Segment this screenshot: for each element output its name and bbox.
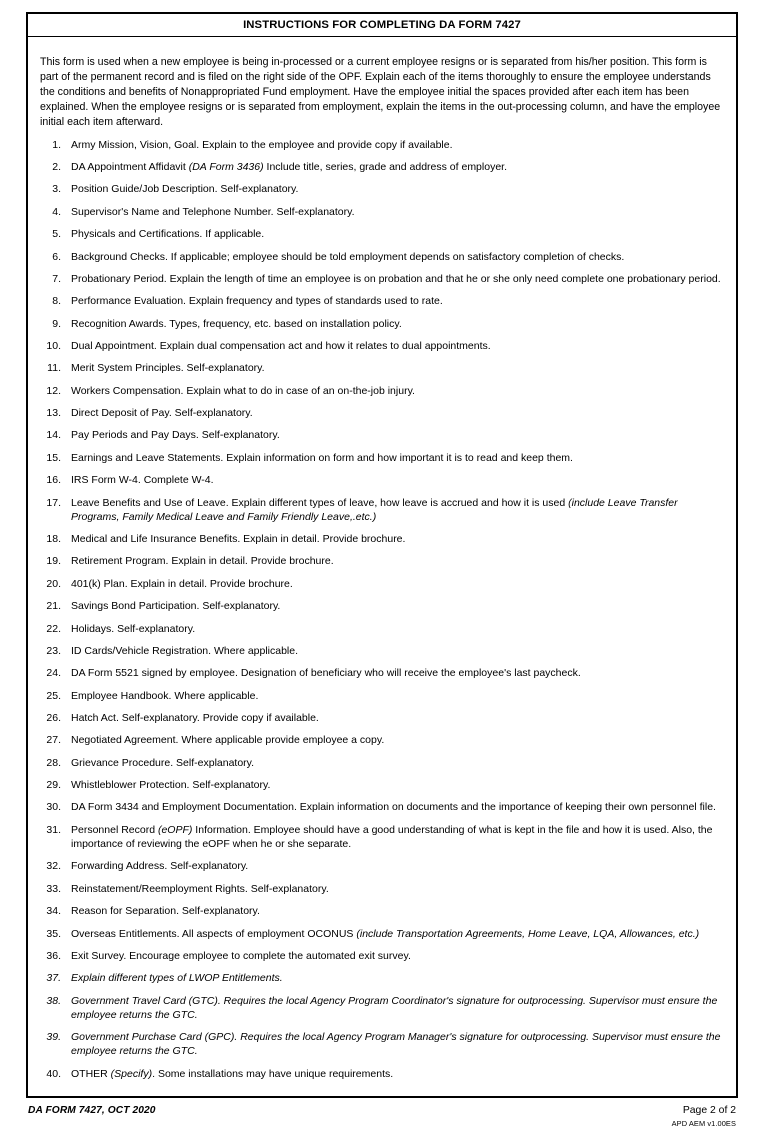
- instruction-item-text: IRS Form W-4. Complete W-4.: [71, 474, 214, 487]
- instruction-item-text: Pay Periods and Pay Days. Self-explanatory.: [71, 429, 280, 442]
- instruction-item: [37, 778, 727, 792]
- instruction-item: [37, 406, 727, 420]
- instruction-item: [37, 428, 727, 442]
- instruction-item: [37, 949, 727, 963]
- page-title: INSTRUCTIONS FOR COMPLETING DA FORM 7427: [28, 14, 736, 37]
- instruction-item-number: 37.: [46, 972, 61, 985]
- instruction-item-number: 4.: [52, 205, 61, 218]
- instruction-item: [37, 160, 727, 174]
- instruction-item-text: DA Form 5521 signed by employee. Designation of beneficiary who will receive the employee's last paycheck.: [71, 667, 581, 680]
- instruction-item-number: 5.: [52, 228, 61, 241]
- instruction-item-text: Reinstatement/Reemployment Rights. Self-explanatory.: [71, 882, 329, 895]
- instruction-item-text: Grievance Procedure. Self-explanatory.: [71, 756, 255, 769]
- instruction-item-text: Background Checks. If applicable; employee should be told employment depends on satisfactory completion of checks.: [71, 250, 625, 263]
- instruction-item-text: Position Guide/Job Description. Self-explanatory.: [71, 183, 299, 196]
- instruction-item-text: Probationary Period. Explain the length of time an employee is on probation and that he or she only need complete one probationary period.: [71, 272, 721, 285]
- instruction-item-number: 35.: [46, 927, 61, 940]
- instruction-item-number: 26.: [46, 712, 61, 724]
- instruction-item-list: [37, 138, 727, 1081]
- instruction-item-text: Explain different types of LWOP Entitlements.: [71, 972, 283, 985]
- instruction-item-number: 15.: [46, 451, 61, 464]
- instruction-item-number: 28.: [46, 756, 61, 769]
- instruction-item-text: Physicals and Certifications. If applicable.: [71, 228, 265, 241]
- instruction-item: [37, 227, 727, 241]
- instruction-item-number: 6.: [52, 250, 61, 263]
- instruction-item-number: 12.: [46, 384, 61, 397]
- instruction-item-text: Reason for Separation. Self-explanatory.: [71, 905, 260, 918]
- instruction-item-number: 2.: [52, 161, 61, 174]
- form-instructions-box: [26, 12, 738, 1098]
- instruction-item-number: 32.: [46, 860, 61, 873]
- instruction-item-text: 401(k) Plan. Explain in detail. Provide brochure.: [71, 577, 293, 590]
- instruction-item-text: Army Mission, Vision, Goal. Explain to the employee and provide copy if available.: [71, 138, 453, 151]
- instruction-item: [37, 577, 727, 591]
- instruction-item: [37, 182, 727, 196]
- instruction-item: [37, 138, 727, 152]
- instruction-item-number: 18.: [46, 533, 61, 546]
- instruction-item-text: Merit System Principles. Self-explanatory.: [71, 362, 265, 375]
- instruction-item: [37, 733, 727, 747]
- instruction-item-text: Savings Bond Participation. Self-explanatory.: [71, 600, 281, 613]
- instruction-item-text: Government Purchase Card (GPC). Requires the local Agency Program Manager's signature for outprocessing. Supervisor must ensure the employee returns the GTC.: [71, 1031, 721, 1058]
- instruction-item-number: 9.: [52, 317, 61, 330]
- instruction-item-number: 23.: [46, 644, 61, 657]
- instruction-item-number: 31.: [46, 823, 61, 836]
- instruction-item-text: DA Form 3434 and Employment Documentation. Explain information on documents and the importance of keeping their own personnel file.: [71, 801, 716, 814]
- instruction-item-text: Performance Evaluation. Explain frequency and types of standards used to rate.: [71, 295, 443, 308]
- instruction-item-text: Dual Appointment. Explain dual compensation act and how it relates to dual appointments.: [71, 339, 491, 352]
- intro-paragraph: This form is used when a new employee is being in-processed or a current employee resigns or is separated from his/her position. This form is part of the permanent record and is filed on the right side of the OPF. Explain each of the items thoroughly to ensure the employee understands the conditions and benefits of Nonappropriated Fund employment. Have the employee initial the spaces provided after each item has been explained. When the employee resigns or is separated from employment, explain the items in the out-processing column, and have the employee initial each item afterward.: [40, 55, 721, 128]
- instruction-item-number: 27.: [46, 734, 61, 747]
- instruction-item: [37, 599, 727, 613]
- instruction-item-number: 34.: [46, 905, 61, 918]
- instruction-item-number: 16.: [46, 474, 61, 487]
- instruction-item: [37, 644, 727, 658]
- instruction-item: [37, 859, 727, 873]
- instruction-item-text: Personnel Record (eOPF) Information. Employee should have a good understanding of what is kept in the file and how it is used. Also, the importance of reviewing the eOPF when he or she separate.: [71, 823, 713, 851]
- instruction-item-number: 22.: [46, 622, 61, 635]
- instruction-item: [37, 971, 727, 985]
- instruction-item: [37, 384, 727, 398]
- instruction-item: [37, 882, 727, 896]
- instruction-item-text: DA Appointment Affidavit (DA Form 3436) Include title, series, grade and address of employer.: [71, 161, 507, 174]
- instruction-item-text: Recognition Awards. Types, frequency, etc. based on installation policy.: [71, 317, 402, 330]
- instruction-item: [37, 250, 727, 264]
- instruction-item-number: 14.: [46, 429, 61, 442]
- instruction-item-number: 13.: [46, 407, 61, 420]
- instruction-item: [37, 317, 727, 331]
- instruction-item-text: Hatch Act. Self-explanatory. Provide copy if available.: [71, 712, 319, 724]
- instruction-item: [37, 711, 727, 725]
- instruction-item-text: Earnings and Leave Statements. Explain information on form and how important it is to read and keep them.: [71, 451, 573, 464]
- instruction-item-number: 1.: [52, 138, 61, 151]
- instruction-item-number: 29.: [46, 779, 61, 792]
- form-identifier: DA FORM 7427, OCT 2020: [28, 1105, 156, 1117]
- instruction-item-text: Government Travel Card (GTC). Requires the local Agency Program Coordinator's signature for outprocessing. Supervisor must ensure the employee returns the GTC.: [71, 994, 718, 1021]
- instruction-item-number: 8.: [52, 295, 61, 308]
- apd-version-label: APD AEM v1.00ES: [671, 1119, 736, 1129]
- instruction-item-text: OTHER (Specify). Some installations may have unique requirements.: [71, 1067, 394, 1080]
- instruction-item-text: Holidays. Self-explanatory.: [71, 622, 196, 635]
- instruction-item-number: 24.: [46, 667, 61, 680]
- instruction-item: [37, 689, 727, 703]
- instruction-item: [37, 496, 727, 525]
- instruction-item: [37, 1067, 727, 1081]
- instruction-item: [37, 756, 727, 770]
- instruction-item: [37, 205, 727, 219]
- instruction-item-text: Forwarding Address. Self-explanatory.: [71, 860, 249, 873]
- instruction-item: [37, 1030, 727, 1059]
- instruction-item-text: Leave Benefits and Use of Leave. Explain different types of leave, how leave is accrued and how it is used (include Leave Transfer Programs, Family Medical Leave and Family Friendly Leave,.etc.): [71, 496, 678, 523]
- instruction-item: [37, 800, 727, 814]
- instruction-item: [37, 554, 727, 568]
- instruction-item-number: 39.: [46, 1031, 61, 1044]
- instruction-item-text: Negotiated Agreement. Where applicable provide employee a copy.: [71, 734, 385, 747]
- instruction-item-number: 38.: [46, 994, 61, 1007]
- instruction-item-number: 33.: [46, 882, 61, 895]
- instruction-item: [37, 927, 727, 941]
- instruction-item-number: 3.: [52, 183, 61, 196]
- instruction-item-text: Exit Survey. Encourage employee to complete the automated exit survey.: [71, 949, 411, 962]
- instruction-item-number: 10.: [46, 339, 61, 352]
- instruction-item: [37, 666, 727, 680]
- instruction-item-text: Overseas Entitlements. All aspects of employment OCONUS (include Transportation Agreements, Home Leave, LQA, Allowances, etc.): [71, 927, 700, 940]
- instruction-item-text: Direct Deposit of Pay. Self-explanatory.: [71, 407, 253, 420]
- instruction-item: [37, 272, 727, 286]
- page-footer: [26, 1105, 738, 1141]
- instruction-item-number: 21.: [46, 600, 61, 613]
- instruction-item: [37, 904, 727, 918]
- instruction-item-text: Workers Compensation. Explain what to do in case of an on-the-job injury.: [71, 384, 415, 397]
- page-number: Page 2 of 2: [682, 1105, 736, 1117]
- instruction-item-number: 40.: [46, 1067, 61, 1080]
- instruction-item-text: Medical and Life Insurance Benefits. Explain in detail. Provide brochure.: [71, 533, 406, 546]
- instruction-item-number: 19.: [46, 555, 61, 568]
- instruction-item: [37, 294, 727, 308]
- instruction-item: [37, 994, 727, 1023]
- instruction-item-number: 30.: [46, 801, 61, 814]
- instruction-item-text: Employee Handbook. Where applicable.: [71, 689, 259, 702]
- instruction-item: [37, 473, 727, 487]
- instruction-item: [37, 622, 727, 636]
- instruction-item-number: 7.: [52, 272, 61, 285]
- instruction-item: [37, 823, 727, 852]
- instruction-item: [37, 361, 727, 375]
- instruction-item: [37, 339, 727, 353]
- instruction-item-number: 20.: [46, 577, 61, 590]
- instructions-body: [28, 37, 736, 1096]
- instruction-item-text: ID Cards/Vehicle Registration. Where applicable.: [71, 644, 299, 657]
- instruction-item-text: Supervisor's Name and Telephone Number. Self-explanatory.: [71, 205, 355, 218]
- instruction-item-text: Whistleblower Protection. Self-explanatory.: [71, 779, 271, 792]
- instruction-item: [37, 532, 727, 546]
- instruction-item-number: 17.: [46, 496, 61, 509]
- instruction-item-text: Retirement Program. Explain in detail. Provide brochure.: [71, 555, 334, 568]
- instruction-item-number: 25.: [46, 689, 61, 702]
- instruction-item: [37, 451, 727, 465]
- instruction-item-number: 11.: [47, 362, 61, 375]
- instruction-item-number: 36.: [46, 949, 61, 962]
